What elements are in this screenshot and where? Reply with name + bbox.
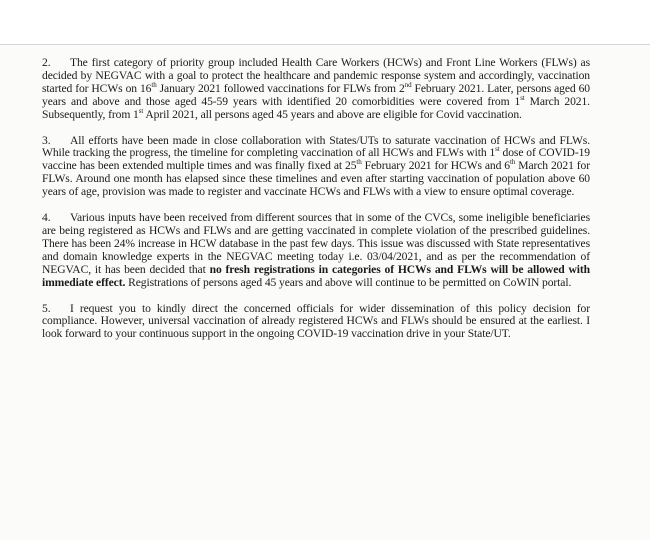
paragraph-number: 5. [42, 301, 51, 315]
paragraph-2 [42, 57, 590, 122]
text-segment: February 2021. Later, persons aged 60 years and above and those aged 45-59 years with identified 20 comorbidities were covered from 1 [42, 81, 590, 108]
text-segment: April 2021, all persons aged 45 years and above are eligible for Covid vaccination. [143, 107, 522, 121]
ordinal-superscript: st [520, 93, 525, 102]
ordinal-superscript: th [356, 158, 362, 167]
text-segment: dose of COVID-19 vaccine has been extended multiple times and was finally fixed at 25 [42, 146, 590, 173]
document-page [0, 45, 650, 540]
ordinal-superscript: st [138, 106, 144, 115]
paragraph-5 [42, 303, 590, 342]
text-segment: Various inputs have been received from different sources that in some of the CVCs, some ineligible beneficiaries are being registered as HCWs and FLWs and are getting vaccinated in complete violation of the prescribed guidelines. There has been 24% increase in HCW database in the past few days. This issue was discussed with State representatives and domain knowledge experts in the NEGVAC meeting today i.e. 03/04/2021, and as per the recommendation of NEGVAC, it has been decided that [42, 211, 590, 276]
ordinal-superscript: th [509, 158, 516, 167]
text-segment: I request you to kindly direct the concerned officials for wider dissemination of this policy decision for compliance. However, universal vaccination of already registered HCWs and FLWs should be ensured at the earliest. I look forward to your continuous support in the ongoing COVID-19 vaccination drive in your State/UT. [42, 301, 590, 341]
viewer-top-bar [0, 0, 650, 45]
text-segment: All efforts have been made in close collaboration with States/UTs to saturate vaccination of HCWs and FLWs. While tracking the progress, the timeline for completing vaccination of all HCWs and FLWs with 1 [42, 133, 590, 160]
ordinal-superscript: st [495, 145, 500, 154]
text-segment: February 2021 for HCWs and 6 [361, 159, 510, 173]
ordinal-superscript: nd [404, 80, 412, 89]
text-segment: January 2021 followed vaccinations for FLWs from 2 [156, 81, 405, 95]
text-segment: The first category of priority group included Health Care Workers (HCWs) and Front Line Workers (FLWs) as decided by NEGVAC with a goal to protect the healthcare and pandemic response system and accordingly, vaccination started for HCWs on 16 [42, 56, 590, 95]
letter-body [42, 57, 590, 354]
bold-text: no fresh registrations in categories of HCWs and FLWs will be allowed with immediate effect. [42, 262, 590, 289]
text-segment: March 2021. Subsequently, from 1 [42, 94, 590, 121]
text-segment: March 2021 for FLWs. Around one month has elapsed since these timelines and even after starting vaccination of population above 60 years of age, provision was made to register and vaccinate HCWs and FLWs with a view to ensure optimal coverage. [42, 159, 590, 199]
paragraph-3 [42, 135, 590, 200]
paragraph-4 [42, 212, 590, 289]
paragraph-number: 4. [42, 211, 51, 225]
paragraph-number: 2. [42, 56, 51, 69]
paragraph-number: 3. [42, 133, 51, 147]
ordinal-superscript: th [151, 80, 157, 89]
text-segment: Registrations of persons aged 45 years and above will continue to be permitted on CoWIN portal. [125, 275, 572, 289]
